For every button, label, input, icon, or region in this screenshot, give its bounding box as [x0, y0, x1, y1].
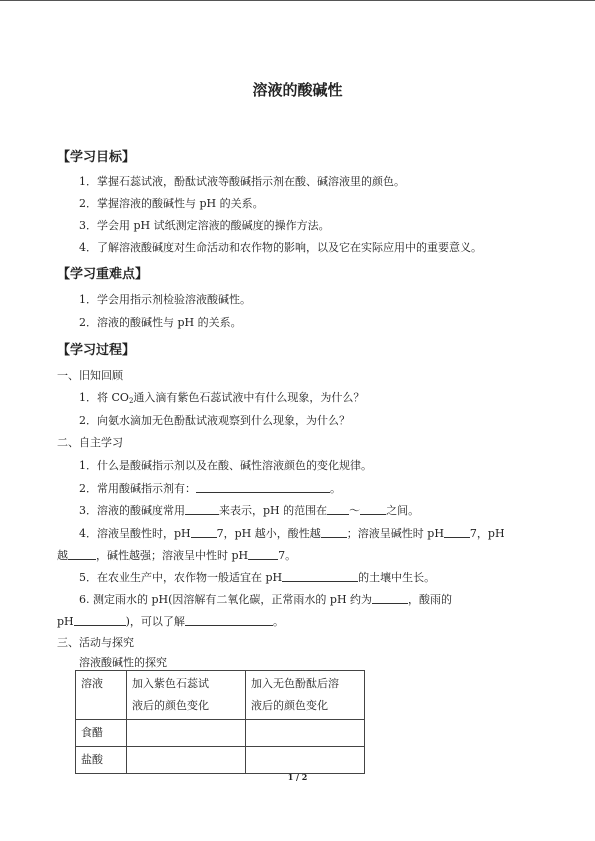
answer-blank[interactable] [191, 526, 217, 538]
process-heading: 【学习过程】 [57, 343, 136, 358]
keypoint-item: 2．溶液的酸碱性与 pH 的关系。 [79, 316, 242, 329]
activity-heading: 三、活动与探究 [57, 636, 134, 649]
table-cell: 食醋 [76, 720, 127, 747]
self-study-question-4-cont: 越 ，碱性越强；溶液呈中性时 pH 7。 [57, 549, 297, 562]
answer-blank[interactable] [327, 503, 349, 515]
self-study-heading: 二、自主学习 [57, 436, 123, 449]
review-question-2: 2．向氨水滴加无色酚酞试液观察到什么现象，为什么？ [79, 414, 350, 427]
table-cell[interactable] [127, 720, 246, 747]
answer-blank[interactable] [282, 570, 358, 582]
table-cell[interactable] [127, 747, 246, 774]
self-study-question-6-cont: pH )，可以了解 。 [57, 615, 284, 628]
self-study-question-6: 6. 测定雨水的 pH(因溶解有二氧化碳，正常雨水的 pH 约为 ，酸雨的 [79, 593, 453, 606]
table-caption: 溶液酸碱性的探究 [79, 656, 167, 669]
goal-item: 1．掌握石蕊试液，酚酞试液等酸碱指示剂在酸、碱溶液里的颜色。 [79, 175, 405, 188]
table-row [76, 747, 365, 774]
table-row [76, 720, 365, 747]
goal-item: 2．掌握溶液的酸碱性与 pH 的关系。 [79, 197, 264, 210]
self-study-question-2: 2．常用酸碱指示剂有： 。 [79, 482, 341, 495]
goal-item: 4．了解溶液酸碱度对生命活动和农作物的影响，以及它在实际应用中的重要意义。 [79, 241, 482, 254]
table-cell[interactable] [246, 720, 365, 747]
table-header-cell: 加入紫色石蕊试 液后的颜色变化 [127, 671, 246, 720]
answer-blank[interactable] [74, 614, 126, 626]
answer-blank[interactable] [196, 481, 330, 493]
goal-item: 3．学会用 pH 试纸测定溶液的酸碱度的操作方法。 [79, 219, 330, 232]
answer-blank[interactable] [68, 548, 96, 560]
answer-blank[interactable] [372, 592, 408, 604]
indicator-table [75, 670, 365, 774]
review-question-1: 1．将 $CO_2$通入滴有紫色石蕊试液中有什么现象，为什么？ [79, 391, 365, 405]
self-study-question-3: 3．溶液的酸碱度常用 来表示，pH 的范围在 ～ 之间。 [79, 504, 420, 517]
table-header-cell: 溶液 [76, 671, 127, 720]
answer-blank[interactable] [185, 614, 273, 626]
answer-blank[interactable] [248, 548, 278, 560]
page-title: 溶液的酸碱性 [252, 81, 343, 99]
answer-blank[interactable] [444, 526, 470, 538]
table-header-cell: 加入无色酚酞后溶 液后的颜色变化 [246, 671, 365, 720]
review-heading: 一、旧知回顾 [57, 369, 123, 382]
keypoints-heading: 【学习重难点】 [57, 267, 149, 282]
table-header-row [76, 671, 365, 720]
self-study-question-5: 5．在农业生产中，农作物一般适宜在 pH 的土壤中生长。 [79, 571, 436, 584]
page-number: 1 / 2 [287, 772, 308, 782]
goals-heading: 【学习目标】 [57, 150, 136, 165]
table-cell[interactable] [246, 747, 365, 774]
self-study-question-4: 4．溶液呈酸性时，pH 7，pH 越小，酸性越 ；溶液呈碱性时 pH 7，pH [79, 527, 505, 540]
table-cell: 盐酸 [76, 747, 127, 774]
page-top-border [0, 0, 595, 1]
answer-blank[interactable] [360, 503, 386, 515]
answer-blank[interactable] [321, 526, 347, 538]
answer-blank[interactable] [185, 503, 219, 515]
keypoint-item: 1．学会用指示剂检验溶液酸碱性。 [79, 293, 251, 306]
self-study-question-1: 1．什么是酸碱指示剂以及在酸、碱性溶液颜色的变化规律。 [79, 459, 372, 472]
